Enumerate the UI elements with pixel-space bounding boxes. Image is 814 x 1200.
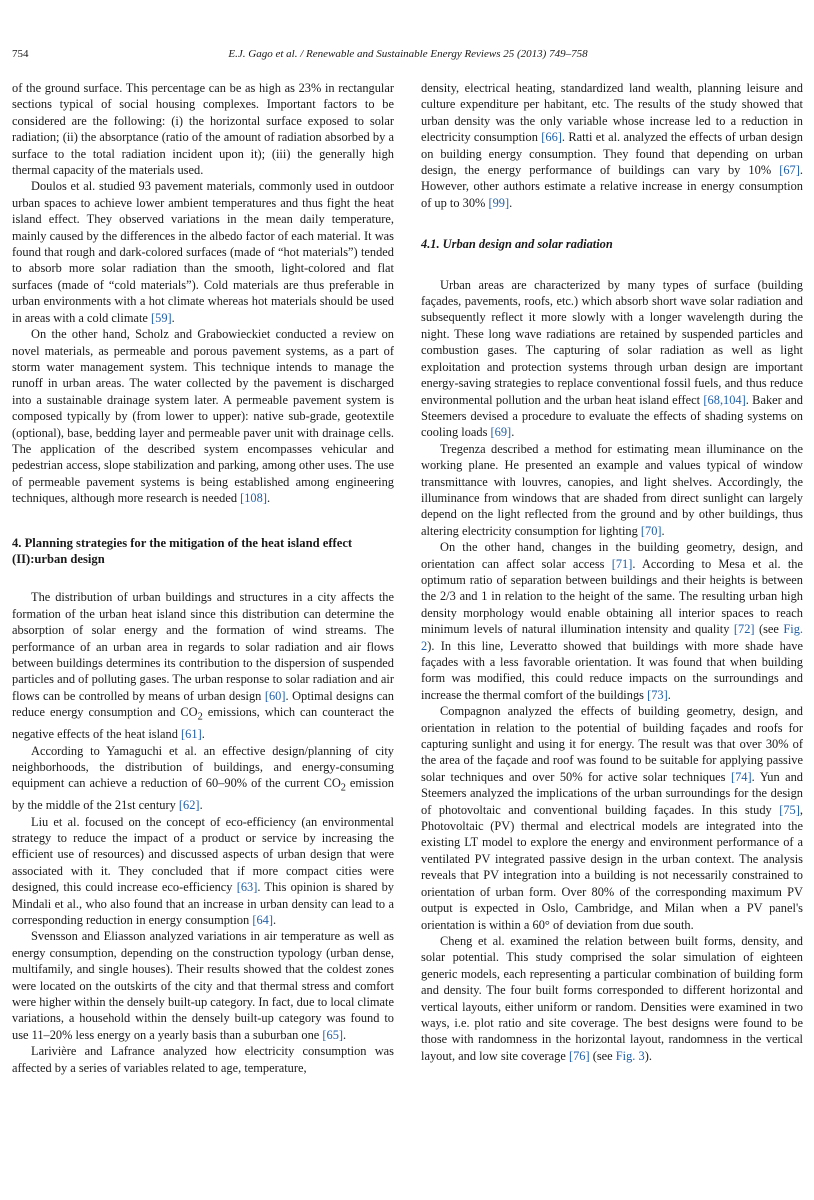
citation-link[interactable]: [70] (640, 523, 662, 538)
citation-link[interactable]: [61] (181, 727, 202, 742)
paragraph-text: . Yun and Steemers analyzed the implications of the urban surroundings for the design of photovoltaic and conventional building façades. In this study (421, 769, 804, 817)
paragraph-text: On the other hand, Scholz and Grabowieckiet conducted a review on novel materials, as permeable and porous pavement systems, as a part of storm water management system. This technique intends to manage the runoff in urban areas. The water collected by the pavement is discharged into a sustainable drainage system later. A permeable pavement system is composed typically by (from lower to upper): native sub-grade, geotextile (optional), base, bedding layer and permeable paver unit with drainage cells. The application of the described system encompasses vehicular and pedestrian access, slope stabilization and parking, among other uses. The use of permeable pavement systems is being established among engineering techniques, although more research is needed (12, 327, 394, 506)
paragraph (421, 703, 803, 933)
figure-link[interactable]: Fig. 2 (421, 622, 803, 653)
subscript: 2 (197, 711, 203, 723)
paragraph-text: ). (644, 1048, 652, 1063)
citation-link[interactable]: [108] (240, 491, 267, 506)
citation-link[interactable]: [74] (730, 769, 752, 784)
citation-link[interactable]: [69] (490, 425, 512, 440)
citation-link[interactable]: [67] (779, 163, 800, 178)
paragraph-text: Liu et al. focused on the concept of eco-efficiency (an environmental strategy to reduce the impact of a product or service by increasing the efficient use of resources) and discussed aspects of urban design that were associated with it. They concluded that if more compact cities were designed, this could increase eco-efficiency (12, 814, 394, 895)
paragraph (12, 178, 394, 326)
paragraph-text: . Optimal designs can reduce energy consumption and CO (12, 688, 394, 720)
paragraph (12, 743, 394, 814)
citation-link[interactable]: [68,104] (703, 392, 746, 407)
paragraph-text: . Baker and Steemers devised a procedure to evaluate the effects of shading systems on cooling loads (421, 392, 803, 440)
subsection-heading: 4.1. Urban design and solar radiation (421, 237, 613, 252)
page-header (12, 48, 804, 66)
paragraph-text: Compagnon analyzed the effects of building geometry, design, and orientation in relation to the potential of building façades and roofs for capturing sunlight and using it for energy. The result was that over 30% of the area of the façade and roof was found to be suitable for applying passive solar techniques and over 50% for active solar techniques (421, 704, 803, 784)
paragraph-text: On the other hand, changes in the building geometry, design, and orientation can affect solar access (421, 540, 803, 571)
citation-link[interactable]: [71] (611, 556, 633, 571)
paragraph-text: . (171, 310, 175, 325)
section-heading: 4. Planning strategies for the mitigation of the heat island effect (II):urban design (12, 535, 353, 566)
citation-link[interactable]: [76] (568, 1048, 590, 1063)
left-column (12, 80, 394, 1076)
right-column (421, 80, 803, 1064)
paragraph-text: . However, other authors estimate a relative increase in energy consumption of up to 30% (421, 163, 803, 210)
citation-link[interactable]: [99] (488, 195, 510, 210)
paragraph-text: (see (754, 622, 784, 637)
subscript: 2 (340, 782, 346, 794)
citation-link[interactable]: [66] (541, 130, 562, 145)
paragraph-text: Tregenza described a method for estimating mean illuminance on the working plane. He presented an example and values typical of window transmittance with louvres, canopies, and light shelves. Accordingly, the illuminance from windows that are shaded from direct sunlight can largely depend on the light reflected from the ground and by other buildings, thus altering electricity consumption for lighting (421, 441, 803, 538)
paragraph: of the ground surface. This percentage can be as high as 23% in rectangular sections typical of social housing complexes. Important factors to be considered are the following: (i) the horizontal surface exposed to solar radiation; (ii) the absorptance (ratio of the amount of radiation absorbed by a surface to the total radiation incident upon it); (iii) the generally high thermal capacity of the materials used. (12, 81, 394, 178)
paragraph-text: . (201, 727, 205, 742)
citation-link[interactable]: [59] (151, 310, 172, 325)
paragraph-text: . (199, 798, 203, 813)
paragraph (12, 589, 394, 742)
paragraph-text: ). In this line, Leveratto showed that buildings with more shade have façades with a less favorable orientation. It was found that when building form was modified, this could reduce impacts on the surroundings and increase the thermal comfort of the buildings (421, 638, 803, 702)
paragraph-text: Doulos et al. studied 93 pavement materials, commonly used in outdoor urban spaces to achieve lower ambient temperatures and thus fight the heat island effect. They observed variations in the mean daily temperature, mainly caused by the differences in the albedo factor of each material. It was found that rough and dark-colored surfaces (made of “hot materials”) tended to absorb more solar radiation than the smooth, light-colored and flat surfaces (made of “cold materials”). Cold materials are thus preferable in urban environments with a hot climate whereas hot materials should be used in areas with a cold climate (12, 179, 394, 325)
paragraph-text: . (667, 687, 671, 702)
paragraph-text: . This opinion is shared by Mindali et al., who also found that an increase in urban density can lead to a corresponding reduction in energy consumption (12, 880, 394, 928)
paragraph-text: . (509, 195, 513, 210)
paragraph-text: . According to Mesa et al. the optimum ratio of separation between buildings and their heights is between the 2/3 and 1 in relation to the height of the same. The resulting urban high density morphology would enable obtaining all interior spaces to reach minimum levels of natural illumination intensity and quality (421, 556, 803, 637)
paragraph-text: The distribution of urban buildings and structures in a city affects the formation of the urban heat island since this distribution can determine the absorption of solar energy and the formation of wind streams. The performance of an urban area in regards to solar radiation and air flows between buildings determines its contribution to the dispersion of suspended particles and of polluting gases. The urban response to solar radiation and air flows can be controlled by means of urban design (12, 590, 394, 703)
citation-link[interactable]: [75] (779, 802, 800, 817)
paragraph-text: Urban areas are characterized by many types of surface (building façades, pavements, roofs, etc.) which absorb short wave solar radiation and subsequently reflect it more slowly with a longer wavelength during the night. These long wave radiations are retained by suspended particles and combustion gases. The capturing of solar radiation as well as light exploitation and protection systems through urban design are important energy-saving strategies to replace conventional fossil fuels, and thus reduce environmental pollution and the urban heat island effect (421, 277, 803, 407)
paragraph (12, 326, 394, 506)
paragraph-text: Cheng et al. examined the relation between built forms, density, and solar potential. This study comprised the solar simulation of eighteen generic models, each representing a particular combination of building form and density. The four built forms corresponded to different horizontal and vertical layouts, either uniform or random. Densities were examined in two ways, i.e. plot ratio and site coverage. The best designs were found to be those with randomness in the horizontal layout, randomness in the vertical layout, and low site coverage (421, 933, 803, 1063)
citation-link[interactable]: [73] (647, 687, 668, 702)
citation-link[interactable]: [63] (236, 880, 258, 895)
paragraph-text: Svensson and Eliasson analyzed variations in air temperature as well as energy consumption, depending on the construction typology (urban dense, multifamily, and single houses). Their results showed that the coldest zones were located on the outskirts of the city and that thermal stress and comfort were higher within the densely built-up category. In fact, due to local climate variations, a household within the densely built-up category was found to use 11–20% less energy on a yearly basis than a suburban one (12, 929, 394, 1042)
citation-link[interactable]: [62] (178, 798, 200, 813)
paragraph-text: (see (589, 1048, 616, 1063)
paragraph (421, 277, 803, 441)
paragraph (421, 441, 803, 539)
paragraph-text: . (343, 1027, 347, 1042)
paragraph (12, 814, 394, 929)
paragraph (12, 928, 394, 1043)
paragraph-text: . (511, 425, 515, 440)
paragraph: Larivière and Lafrance analyzed how electricity consumption was affected by a series of variables related to age, temperature, (12, 1044, 394, 1075)
paragraph-text: emissions, which can counteract the negative effects of the heat island (12, 705, 394, 742)
paragraph (421, 539, 803, 703)
paragraph-text: density, electrical heating, standardized land wealth, planning leisure and culture expenditure per habitant, etc. The results of the study showed that urban density was the only variable whose increase led to a reduction in electricity consumption (421, 81, 803, 145)
citation-link[interactable]: [72] (733, 622, 755, 637)
citation-link[interactable]: [64] (252, 913, 273, 928)
paragraph-text: . Ratti et al. analyzed the effects of urban design on building energy consumption. They found that depending on urban design, the energy performance of buildings can vary by 10% (421, 130, 804, 178)
paragraph (421, 933, 803, 1064)
citation-link[interactable]: [65] (322, 1027, 344, 1042)
paragraph (421, 80, 803, 211)
paragraph-text: emission by the middle of the 21st century (12, 776, 394, 813)
figure-link[interactable]: Fig. 3 (615, 1048, 645, 1063)
citation-link[interactable]: [60] (264, 688, 286, 703)
paragraph-text: . (661, 523, 665, 538)
paragraph-text: According to Yamaguchi et al. an effective design/planning of city neighborhoods, the distribution of buildings, and energy-consuming equipment can achieve a reduction of 60–90% of the current CO (12, 743, 394, 791)
paragraph-text: . (266, 491, 271, 506)
running-head: E.J. Gago et al. / Renewable and Sustainable Energy Reviews 25 (2013) 749–758 (228, 48, 588, 60)
paragraph-text: , Photovoltaic (PV) thermal and electrical models are integrated into the existing LT model to explore the energy and environment performance of a ventilated PV integrated passive design in the urban context. The analysis reveals that PV integration into a building is not necessarily constrained to orientation of urban form. Over 80% of the corresponding maximum PV output is expected in Oslo, Cambridge, and Milan when a PV panel's orientation is within a 60° of deviation from due south. (421, 802, 803, 932)
paragraph-text: . (272, 913, 277, 928)
page-number: 754 (12, 48, 29, 60)
